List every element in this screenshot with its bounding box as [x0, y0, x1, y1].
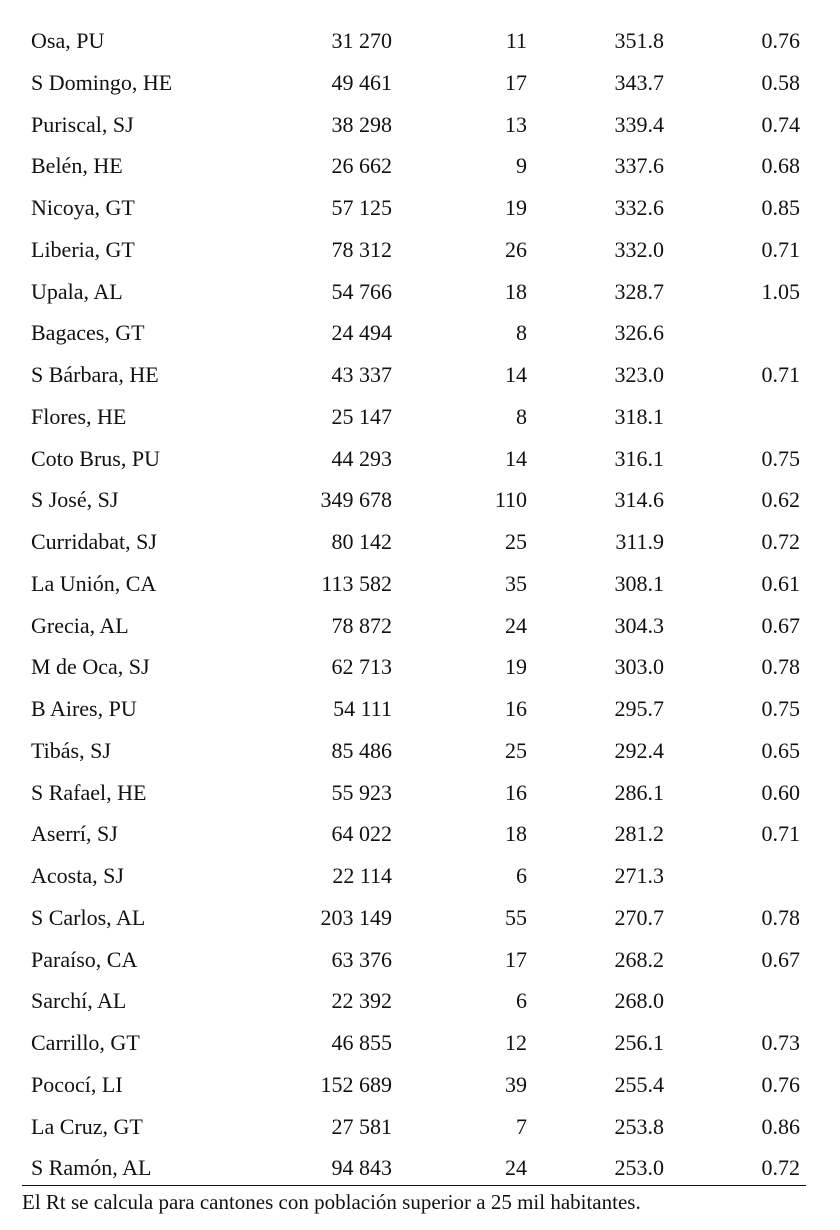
population-cell: 24 494 — [331, 320, 392, 346]
rate-cell: 286.1 — [614, 779, 664, 805]
population-cell: 55 923 — [331, 779, 392, 805]
population-cell: 25 147 — [331, 403, 392, 429]
cases-cell: 6 — [516, 863, 527, 888]
cases-cell: 16 — [505, 779, 527, 805]
rt-cell: 0.68 — [761, 153, 800, 179]
population-cell: 113 582 — [321, 570, 392, 596]
canton-name-cell: Bagaces, GT — [31, 320, 145, 346]
canton-name-cell: Aserrí, SJ — [31, 821, 118, 847]
table-row — [0, 688, 840, 730]
population-cell: 94 843 — [331, 1155, 392, 1181]
rt-cell: 0.71 — [761, 236, 800, 262]
canton-name-cell: S Domingo, HE — [31, 69, 173, 95]
population-cell: 27 581 — [331, 1113, 392, 1139]
population-cell: 38 298 — [331, 111, 392, 137]
table-row — [0, 813, 840, 855]
rt-cell: 0.72 — [761, 529, 800, 554]
cases-cell: 35 — [505, 570, 527, 596]
rate-cell: 316.1 — [614, 445, 664, 471]
rate-cell: 271.3 — [614, 863, 664, 888]
canton-name-cell: Coto Brus, PU — [31, 445, 160, 471]
cases-cell: 19 — [505, 654, 527, 680]
canton-name-cell: Osa, PU — [31, 28, 105, 53]
table-row — [0, 563, 840, 605]
cases-cell: 8 — [516, 403, 527, 429]
rt-cell: 0.78 — [761, 654, 800, 680]
cases-cell: 25 — [505, 737, 527, 763]
table-row — [0, 1064, 840, 1106]
table-row — [0, 354, 840, 396]
population-cell: 85 486 — [331, 737, 392, 763]
table-row — [0, 271, 840, 313]
cases-cell: 12 — [505, 1030, 527, 1055]
population-cell: 78 872 — [331, 612, 392, 638]
rate-cell: 328.7 — [614, 278, 664, 304]
rt-cell: 0.73 — [761, 1030, 800, 1055]
rate-cell: 295.7 — [614, 696, 664, 721]
rt-cell: 0.65 — [761, 737, 800, 763]
table-row — [0, 646, 840, 688]
canton-name-cell: Flores, HE — [31, 403, 127, 429]
canton-name-cell: Upala, AL — [31, 278, 123, 304]
table-row — [0, 62, 840, 104]
rate-cell: 332.0 — [614, 236, 664, 262]
rate-cell: 253.8 — [614, 1113, 664, 1139]
rate-cell: 281.2 — [614, 821, 664, 847]
rt-cell: 0.60 — [761, 779, 800, 805]
population-cell: 26 662 — [331, 153, 392, 179]
canton-name-cell: Puriscal, SJ — [31, 111, 134, 137]
rate-cell: 332.6 — [614, 195, 664, 220]
rt-cell: 0.72 — [761, 1155, 800, 1181]
canton-name-cell: Sarchí, AL — [31, 988, 127, 1014]
canton-name-cell: S José, SJ — [31, 487, 119, 513]
cases-cell: 110 — [494, 487, 527, 513]
cases-cell: 16 — [505, 696, 527, 721]
cases-cell: 7 — [516, 1113, 527, 1139]
canton-name-cell: Acosta, SJ — [31, 863, 124, 888]
rt-cell: 0.74 — [761, 111, 800, 137]
population-cell: 80 142 — [331, 529, 392, 554]
table-row — [0, 104, 840, 146]
table-row — [0, 438, 840, 480]
rate-cell: 253.0 — [614, 1155, 664, 1181]
rate-cell: 270.7 — [614, 904, 664, 930]
table-row — [0, 730, 840, 772]
population-cell: 57 125 — [331, 195, 392, 220]
rt-cell: 1.05 — [761, 278, 800, 304]
table-row — [0, 312, 840, 354]
population-cell: 54 111 — [333, 696, 392, 721]
rt-cell: 0.78 — [761, 904, 800, 930]
rt-cell: 0.75 — [761, 445, 800, 471]
canton-name-cell: Grecia, AL — [31, 612, 129, 638]
rt-cell: 0.85 — [761, 195, 800, 220]
cases-cell: 18 — [505, 278, 527, 304]
cases-cell: 55 — [505, 904, 527, 930]
table-row — [0, 396, 840, 438]
canton-name-cell: S Ramón, AL — [31, 1155, 152, 1181]
canton-name-cell: M de Oca, SJ — [31, 654, 150, 680]
cases-cell: 24 — [505, 1155, 527, 1181]
rt-cell: 0.62 — [761, 487, 800, 513]
rate-cell: 337.6 — [614, 153, 664, 179]
canton-name-cell: S Rafael, HE — [31, 779, 147, 805]
rate-cell: 308.1 — [614, 570, 664, 596]
rate-cell: 268.0 — [614, 988, 664, 1014]
rate-cell: 303.0 — [614, 654, 664, 680]
canton-name-cell: B Aires, PU — [31, 696, 137, 721]
population-cell: 49 461 — [331, 69, 392, 95]
rt-cell: 0.76 — [761, 28, 800, 53]
cases-cell: 19 — [505, 195, 527, 220]
rt-cell: 0.61 — [761, 570, 800, 596]
table-row — [0, 479, 840, 521]
table-row — [0, 855, 840, 897]
population-cell: 152 689 — [320, 1071, 392, 1097]
rt-cell: 0.67 — [761, 612, 800, 638]
rate-cell: 323.0 — [614, 362, 664, 387]
rt-cell: 0.75 — [761, 696, 800, 721]
canton-name-cell: Curridabat, SJ — [31, 529, 157, 554]
canton-name-cell: Liberia, GT — [31, 236, 135, 262]
rate-cell: 343.7 — [614, 69, 664, 95]
table-row — [0, 605, 840, 647]
cases-cell: 8 — [516, 320, 527, 346]
table-row — [0, 229, 840, 271]
table-row — [0, 145, 840, 187]
cases-cell: 26 — [505, 236, 527, 262]
rate-cell: 314.6 — [614, 487, 664, 513]
rt-cell: 0.71 — [761, 821, 800, 847]
population-cell: 22 114 — [332, 863, 392, 888]
rate-cell: 318.1 — [614, 403, 664, 429]
population-cell: 54 766 — [331, 278, 392, 304]
rt-cell: 0.58 — [761, 69, 800, 95]
cases-cell: 14 — [505, 362, 527, 387]
rt-cell: 0.67 — [761, 946, 800, 972]
population-cell: 43 337 — [331, 362, 392, 387]
population-cell: 203 149 — [320, 904, 392, 930]
population-cell: 22 392 — [331, 988, 392, 1014]
table-row — [0, 1147, 840, 1189]
cases-cell: 6 — [516, 988, 527, 1014]
table-row — [0, 1022, 840, 1064]
table-row — [0, 187, 840, 229]
canton-name-cell: S Bárbara, HE — [31, 362, 159, 387]
rt-cell: 0.86 — [761, 1113, 800, 1139]
cases-cell: 14 — [505, 445, 527, 471]
canton-name-cell: Paraíso, CA — [31, 946, 138, 972]
rate-cell: 326.6 — [614, 320, 664, 346]
population-cell: 78 312 — [331, 236, 392, 262]
rate-cell: 255.4 — [614, 1071, 664, 1097]
cases-cell: 11 — [505, 28, 527, 53]
canton-name-cell: La Unión, CA — [31, 570, 157, 596]
table-row — [0, 1106, 840, 1148]
table-row — [0, 521, 840, 563]
cases-cell: 24 — [505, 612, 527, 638]
canton-name-cell: La Cruz, GT — [31, 1113, 143, 1139]
canton-name-cell: Tibás, SJ — [31, 737, 111, 763]
rate-cell: 351.8 — [614, 28, 664, 53]
canton-name-cell: S Carlos, AL — [31, 904, 146, 930]
rate-cell: 311.9 — [615, 529, 664, 554]
table-row — [0, 897, 840, 939]
rate-cell: 268.2 — [614, 946, 664, 972]
cases-cell: 9 — [516, 153, 527, 179]
table-row — [0, 20, 840, 62]
population-cell: 64 022 — [331, 821, 392, 847]
population-cell: 31 270 — [331, 28, 392, 53]
table-row — [0, 980, 840, 1022]
rt-cell: 0.71 — [761, 362, 800, 387]
table-footnote: El Rt se calcula para cantones con población superior a 25 mil habitantes. — [22, 1190, 641, 1214]
population-cell: 349 678 — [320, 487, 392, 513]
cases-cell: 18 — [505, 821, 527, 847]
canton-name-cell: Pococí, LI — [31, 1071, 123, 1097]
canton-name-cell: Nicoya, GT — [31, 195, 135, 220]
rt-cell: 0.76 — [761, 1071, 800, 1097]
cases-cell: 25 — [505, 529, 527, 554]
table-row — [0, 772, 840, 814]
table-bottom-rule — [22, 1185, 806, 1186]
table-row — [0, 939, 840, 981]
population-cell: 63 376 — [331, 946, 392, 972]
rate-cell: 256.1 — [614, 1030, 664, 1055]
cases-cell: 17 — [505, 69, 527, 95]
rate-cell: 292.4 — [614, 737, 664, 763]
cases-cell: 39 — [505, 1071, 527, 1097]
cases-cell: 17 — [505, 946, 527, 972]
canton-table — [0, 20, 840, 1189]
population-cell: 46 855 — [331, 1030, 392, 1055]
rate-cell: 339.4 — [614, 111, 664, 137]
population-cell: 44 293 — [331, 445, 392, 471]
canton-name-cell: Carrillo, GT — [31, 1030, 140, 1055]
rate-cell: 304.3 — [614, 612, 664, 638]
population-cell: 62 713 — [331, 654, 392, 680]
canton-name-cell: Belén, HE — [31, 153, 123, 179]
cases-cell: 13 — [505, 111, 527, 137]
